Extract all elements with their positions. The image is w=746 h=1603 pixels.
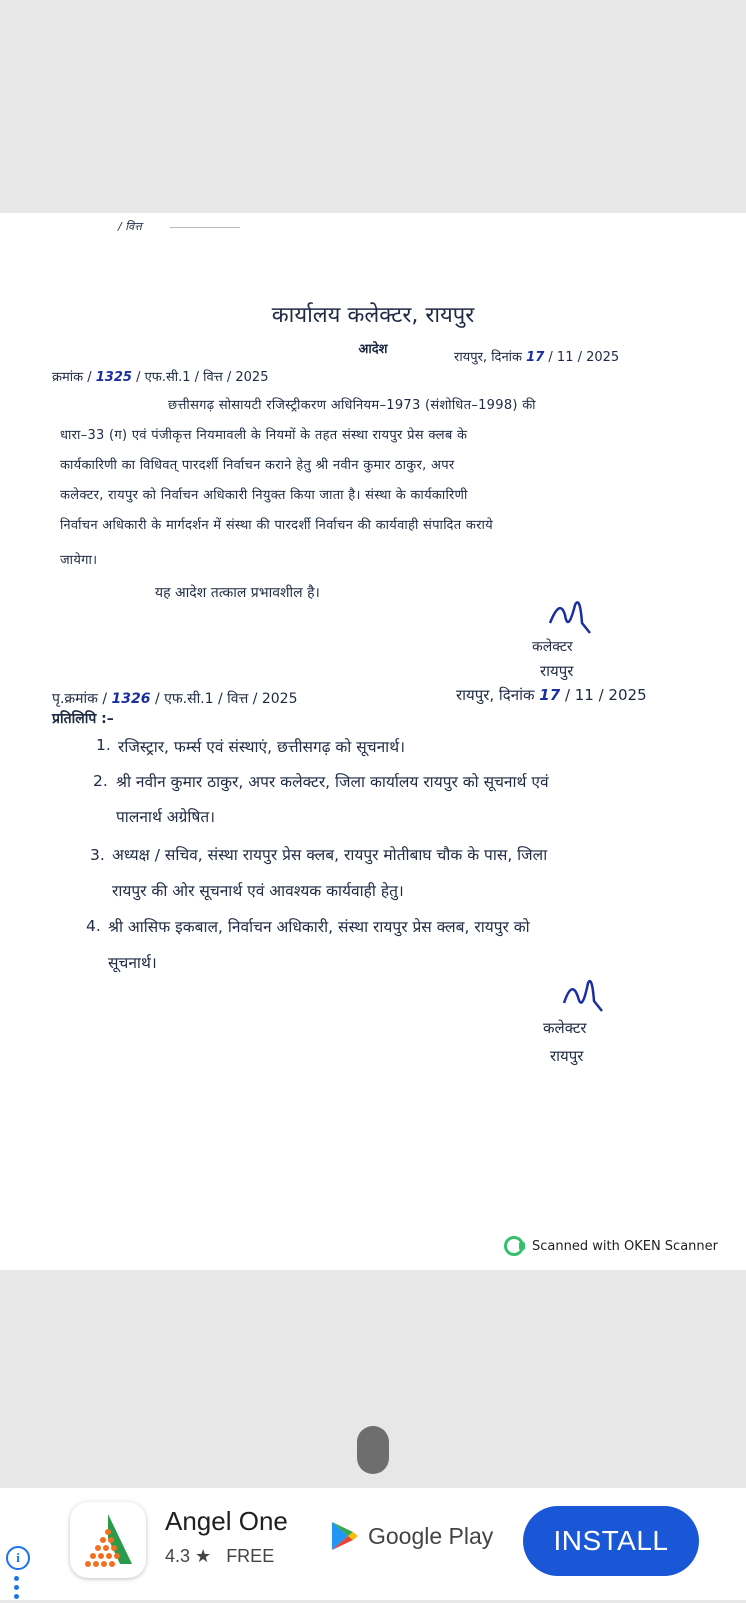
ad-banner[interactable] xyxy=(0,1488,746,1600)
body-line: जायेगा। xyxy=(60,553,98,568)
scanner-watermark xyxy=(504,1236,718,1256)
body-line: छत्तीसगढ़ सोसायटी रजिस्ट्रीकरण अधिनियम–1973 (संशोधित–1998) की xyxy=(168,398,536,413)
copy-number-handwritten: 1326 xyxy=(111,691,151,707)
google-play-icon xyxy=(330,1520,360,1552)
copy-item-line: श्री नवीन कुमार ठाकुर, अपर कलेक्टर, जिला कार्यालय रायपुर को सूचनार्थ एवं xyxy=(116,773,549,791)
install-button[interactable]: INSTALL xyxy=(523,1506,699,1576)
scroll-handle[interactable] xyxy=(357,1426,389,1474)
app-icon[interactable] xyxy=(70,1502,146,1578)
order-number: क्रमांक / 1325 / एफ.सी.1 / वित्त / 2025 xyxy=(52,370,269,385)
angel-one-logo-icon xyxy=(70,1502,146,1578)
copy-date: रायपुर, दिनांक 17 / 11 / 2025 xyxy=(456,686,647,704)
effective-line: यह आदेश तत्काल प्रभावशील है। xyxy=(155,585,320,601)
copy-item-number: 2. xyxy=(93,772,108,790)
signature-2-designation: कलेक्टर xyxy=(543,1019,587,1037)
copy-item-line: अध्यक्ष / सचिव, संस्था रायपुर प्रेस क्लब, रायपुर मोतीबाघ चौक के पास, जिला xyxy=(112,846,548,864)
top-note: / वित्त xyxy=(118,220,142,233)
copy-item-number: 1. xyxy=(96,736,111,754)
scanned-document xyxy=(0,213,746,1270)
signature-1-mark xyxy=(540,593,600,641)
google-play-label: Google Play xyxy=(368,1522,494,1549)
google-play-badge[interactable] xyxy=(330,1520,493,1552)
app-rating xyxy=(165,1546,274,1567)
signature-2-mark xyxy=(556,973,606,1019)
signature-1-place: रायपुर xyxy=(540,662,574,680)
copy-item-line: पालनार्थ अग्रेषित। xyxy=(116,808,216,826)
document-title: कार्यालय कलेक्टर, रायपुर xyxy=(271,303,475,328)
copy-item-number: 4. xyxy=(86,917,101,935)
copy-item-line: श्री आसिफ इकबाल, निर्वाचन अधिकारी, संस्था रायपुर प्रेस क्लब, रायपुर को xyxy=(108,918,530,936)
copy-item-number: 3. xyxy=(90,846,105,864)
price-label: FREE xyxy=(226,1546,275,1566)
order-date-handwritten: 17 xyxy=(526,350,545,365)
copy-item-line: रायपुर की ओर सूचनार्थ एवं आवश्यक कार्यवाही हेतु। xyxy=(112,882,404,900)
ad-menu-icon[interactable] xyxy=(14,1576,19,1603)
copy-item-line: सूचनार्थ। xyxy=(108,954,157,972)
app-name[interactable]: Angel One xyxy=(165,1506,288,1536)
document-subtitle: आदेश xyxy=(358,342,388,357)
copy-heading: प्रतिलिपि :– xyxy=(52,711,114,727)
order-number-handwritten: 1325 xyxy=(95,370,132,385)
signature-2-place: रायपुर xyxy=(550,1047,584,1065)
order-date: रायपुर, दिनांक 17 / 11 / 2025 xyxy=(454,350,620,365)
top-rule xyxy=(170,227,240,228)
oken-logo-icon xyxy=(504,1236,524,1256)
copy-item-line: रजिस्ट्रार, फर्म्स एवं संस्थाएं, छत्तीसगढ़ को सूचनार्थ। xyxy=(118,738,405,756)
body-line: निर्वाचन अधिकारी के मार्गदर्शन में संस्था की पारदर्शी निर्वाचन की कार्यवाही संपादित कराये xyxy=(60,518,494,533)
rating-value: 4.3 ★ xyxy=(165,1546,212,1566)
body-line: कार्यकारिणी का विधिवत् पारदर्शी निर्वाचन कराने हेतु श्री नवीन कुमार ठाकुर, अपर xyxy=(60,458,455,473)
body-line: कलेक्टर, रायपुर को निर्वाचन अधिकारी नियुक्त किया जाता है। संस्था के कार्यकारिणी xyxy=(60,488,468,503)
body-line: धारा–33 (ग) एवं पंजीकृत्त नियमावली के नियमों के तहत संस्था रायपुर प्रेस क्लब के xyxy=(60,428,468,443)
copy-number: पृ.क्रमांक / 1326 / एफ.सी.1 / वित्त / 2025 xyxy=(52,691,298,707)
copy-date-handwritten: 17 xyxy=(539,686,561,704)
signature-1-designation: कलेक्टर xyxy=(532,639,573,655)
scanner-text: Scanned with OKEN Scanner xyxy=(532,1238,718,1254)
ad-info-icon[interactable]: i xyxy=(6,1546,30,1570)
